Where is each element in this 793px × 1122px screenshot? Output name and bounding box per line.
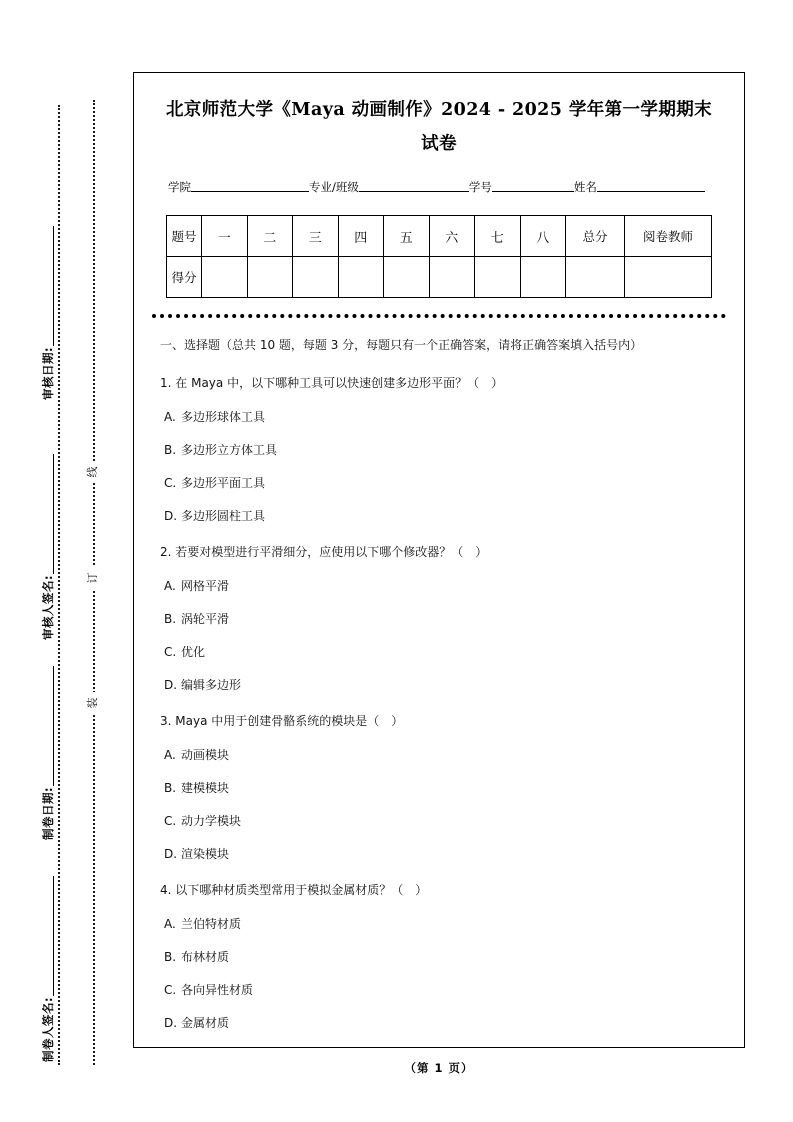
margin-label-reviewer-signature-text: 审核人签名: [41, 574, 55, 640]
name-label: 姓名 [573, 180, 597, 194]
question-3-option-b-key: B. [164, 781, 177, 795]
question-2-option-d[interactable] [164, 676, 714, 694]
score-table-container [166, 215, 712, 298]
question-3-option-a[interactable] [164, 746, 714, 764]
question-4-option-b-text: 布林材质 [181, 950, 230, 964]
margin-label-compose-date-text: 制卷日期: [41, 786, 55, 840]
score-cell-5[interactable] [384, 257, 430, 298]
margin-label-compose-date [40, 590, 56, 840]
student-info-line [168, 179, 720, 195]
question-2-option-a-key: A. [164, 579, 176, 593]
question-1-option-a[interactable] [164, 408, 714, 426]
question-4-stem: 以下哪种材质类型常用于模拟金属材质？（ ） [175, 883, 428, 897]
question-3-option-a-text: 动画模块 [181, 748, 230, 762]
score-cell-8[interactable] [520, 257, 566, 298]
question-3-option-c-text: 动力学模块 [181, 814, 242, 828]
major-class-input[interactable] [359, 179, 469, 192]
major-class-field [309, 179, 469, 195]
table-row-question-numbers [167, 216, 712, 257]
question-2-option-c-text: 优化 [181, 645, 206, 659]
question-4-option-a-text: 兰伯特材质 [181, 917, 242, 931]
questions-body [152, 334, 726, 1032]
question-1-option-b[interactable] [164, 441, 714, 459]
score-cell-3[interactable] [293, 257, 339, 298]
seal-word-ding: 订 [83, 567, 103, 589]
question-1-number: 1. [160, 376, 172, 390]
section-heading-multiple-choice: 一、选择题（总共 10 题，每题 3 分，每题只有一个正确答案，请将正确答案填入括号内） [160, 338, 643, 352]
college-label: 学院 [168, 180, 191, 194]
question-3-stem: Maya 中用于创建骨骼系统的模块是（ ） [175, 714, 404, 728]
question-3-option-c[interactable] [164, 812, 714, 830]
row-header-question-number: 题号 [167, 216, 202, 257]
question-2-option-d-key: D. [164, 678, 178, 692]
question-4-option-c[interactable] [164, 981, 714, 999]
question-1-option-b-key: B. [164, 443, 177, 457]
score-col-header-8: 八 [520, 216, 566, 257]
score-col-header-5: 五 [384, 216, 430, 257]
margin-label-review-date [40, 150, 56, 400]
question-3-option-d-text: 渲染模块 [181, 847, 230, 861]
score-cell-1[interactable] [202, 257, 248, 298]
score-col-header-7: 七 [475, 216, 521, 257]
seal-word-zhuang: 装 [83, 692, 103, 714]
binding-dotted-line-outer [58, 105, 60, 1065]
question-4-option-b-key: B. [164, 950, 177, 964]
question-2-option-d-text: 编辑多边形 [181, 678, 242, 692]
row-header-score: 得分 [167, 257, 202, 298]
question-3-option-d[interactable] [164, 845, 714, 863]
margin-label-composer-signature [40, 812, 56, 1062]
score-col-header-3: 三 [293, 216, 339, 257]
score-col-header-2: 二 [247, 216, 293, 257]
question-3-option-b[interactable] [164, 779, 714, 797]
question-1-stem: 在 Maya 中，以下哪种工具可以快速创建多边形平面？（ ） [175, 376, 504, 390]
page-footer: （第 1 页） [404, 1061, 474, 1075]
exam-paper-frame [133, 72, 745, 1048]
question-1-option-d-key: D. [164, 509, 178, 523]
student-id-input[interactable] [492, 179, 574, 192]
score-cell-4[interactable] [338, 257, 384, 298]
score-col-header-total: 总分 [566, 216, 625, 257]
score-col-header-6: 六 [429, 216, 475, 257]
student-id-field [469, 179, 574, 195]
question-4 [160, 880, 714, 900]
name-input[interactable] [597, 179, 705, 192]
score-cell-7[interactable] [475, 257, 521, 298]
margin-label-review-date-blank [53, 226, 54, 346]
question-3-number: 3. [160, 714, 172, 728]
question-1-option-b-text: 多边形立方体工具 [181, 443, 278, 457]
question-1-option-a-text: 多边形球体工具 [181, 410, 266, 424]
question-4-option-a[interactable] [164, 915, 714, 933]
question-3-option-d-key: D. [164, 847, 178, 861]
question-3 [160, 711, 714, 731]
score-table [166, 215, 712, 298]
section-divider [152, 314, 726, 318]
question-2-option-b[interactable] [164, 610, 714, 628]
question-2 [160, 542, 714, 562]
table-row-scores [167, 257, 712, 298]
question-4-option-c-text: 各向异性材质 [181, 983, 254, 997]
score-cell-teacher[interactable] [625, 257, 712, 298]
question-3-option-b-text: 建模模块 [181, 781, 230, 795]
question-4-option-d[interactable] [164, 1014, 714, 1032]
name-field [574, 179, 705, 195]
binding-margin [0, 0, 133, 1122]
major-class-label: 专业/班级 [309, 180, 359, 194]
question-4-option-a-key: A. [164, 917, 176, 931]
question-1-option-d[interactable] [164, 507, 714, 525]
question-2-option-c[interactable] [164, 643, 714, 661]
question-2-option-a[interactable] [164, 577, 714, 595]
margin-label-composer-signature-blank [53, 876, 54, 996]
question-2-option-b-key: B. [164, 612, 177, 626]
score-cell-2[interactable] [247, 257, 293, 298]
question-1-option-c-text: 多边形平面工具 [181, 476, 266, 490]
question-4-option-b[interactable] [164, 948, 714, 966]
question-4-option-d-key: D. [164, 1016, 178, 1030]
college-input[interactable] [191, 179, 309, 192]
margin-label-reviewer-signature-blank [53, 454, 54, 574]
score-cell-total[interactable] [566, 257, 625, 298]
score-cell-6[interactable] [429, 257, 475, 298]
score-col-header-teacher: 阅卷教师 [625, 216, 712, 257]
question-1 [160, 373, 714, 393]
question-2-option-b-text: 涡轮平滑 [181, 612, 230, 626]
question-1-option-a-key: A. [164, 410, 176, 424]
page-title: 北京师范大学《Maya 动画制作》2024 - 2025 学年第一学期期末试卷 [165, 100, 713, 154]
question-2-option-a-text: 网格平滑 [181, 579, 230, 593]
question-4-option-c-key: C. [164, 983, 177, 997]
seal-word-xian: 线 [83, 461, 103, 483]
margin-label-compose-date-blank [53, 666, 54, 786]
score-col-header-4: 四 [338, 216, 384, 257]
question-2-stem: 若要对模型进行平滑细分，应使用以下哪个修改器？（ ） [175, 545, 488, 559]
exam-paper-content [134, 73, 744, 1032]
margin-label-composer-signature-text: 制卷人签名: [41, 996, 55, 1062]
question-2-number: 2. [160, 545, 172, 559]
question-2-option-c-key: C. [164, 645, 177, 659]
question-3-option-c-key: C. [164, 814, 177, 828]
question-1-option-c-key: C. [164, 476, 177, 490]
score-col-header-1: 一 [202, 216, 248, 257]
student-id-label: 学号 [468, 180, 492, 194]
question-4-number: 4. [160, 883, 172, 897]
question-1-option-d-text: 多边形圆柱工具 [181, 509, 266, 523]
question-3-option-a-key: A. [164, 748, 176, 762]
margin-label-review-date-text: 审核日期: [41, 346, 55, 400]
question-4-option-d-text: 金属材质 [181, 1016, 230, 1030]
college-field [168, 179, 309, 195]
question-1-option-c[interactable] [164, 474, 714, 492]
